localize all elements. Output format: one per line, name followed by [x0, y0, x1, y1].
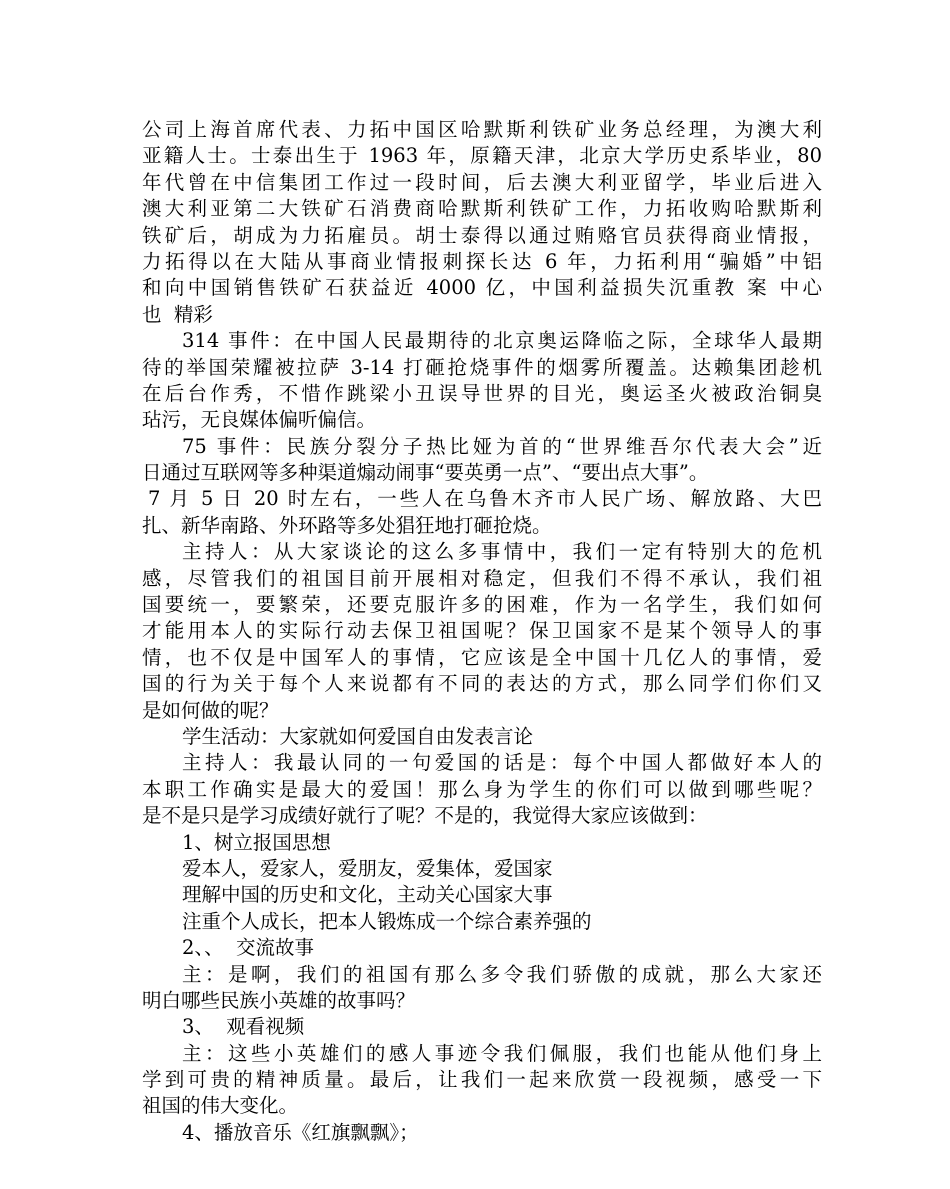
paragraph-first-line: 主：是啊，我们的祖国有那么多令我们骄傲的成就，那么大家还 [182, 962, 822, 986]
text-line: 铁矿后，胡成为力拓雇员。胡士泰得以通过贿赂官员获得商业情报， [142, 223, 822, 247]
list-heading: 1、树立报国思想 [182, 830, 331, 854]
text-line: 7 月 5 日 20 时左右，一些人在乌鲁木齐市人民广场、解放路、大巴 [148, 487, 822, 511]
list-heading: 2、、 交流故事 [182, 936, 315, 960]
text-line: 玷污，无良媒体偏听偏信。 [142, 408, 377, 432]
text-line: 扎、新华南路、外环路等多处猖狂地打砸抢烧。 [142, 513, 552, 537]
text-line: 国的行为关于每个人来说都有不同的表达的方式，那么同学们你们又 [142, 672, 822, 696]
text-line: 本职工作确实是最大的爱国！那么身为学生的你们可以做到哪些呢？ [142, 777, 822, 801]
paragraph-first-line: 75 事件：民族分裂分子热比娅为首的“世界维吾尔代表大会”近 [182, 434, 822, 458]
text-line: 澳大利亚第二大铁矿石消费商哈默斯利铁矿工作，力拓收购哈默斯利 [142, 197, 822, 221]
document-body [142, 117, 822, 1146]
text-line: 祖国的伟大变化。 [142, 1094, 299, 1118]
text-line: 情，也不仅是中国军人的事情，它应该是全中国十几亿人的事情，爱 [142, 645, 822, 669]
paragraph-first-line: 314 事件：在中国人民最期待的北京奥运降临之际，全球华人最期 [182, 329, 822, 353]
list-item: 理解中国的历史和文化，主动关心国家大事 [182, 883, 553, 907]
text-line: 明白哪些民族小英雄的故事吗？ [142, 988, 416, 1012]
paragraph-first-line: 学生活动：大家就如何爱国自由发表言论 [182, 724, 534, 748]
text-line: 亚籍人士。士泰出生于 1963 年，原籍天津，北京大学历史系毕业，80 [142, 144, 822, 168]
text-line: 是如何做的呢？ [142, 698, 279, 722]
text-line: 国要统一，要繁荣，还要克服许多的困难，作为一名学生，我们如何 [142, 593, 822, 617]
paragraph-first-line: 主：这些小英雄们的感人事迹令我们佩服，我们也能从他们身上 [182, 1041, 822, 1065]
text-line: 感，尽管我们的祖国目前开展相对稳定，但我们不得不承认，我们祖 [142, 566, 822, 590]
text-line: 才能用本人的实际行动去保卫祖国呢？保卫国家不是某个领导人的事 [142, 619, 822, 643]
list-heading: 4、播放音乐《红旗飘飘》； [182, 1120, 419, 1144]
text-line: 也 精彩 [142, 302, 213, 326]
text-line: 是不是只是学习成绩好就行了呢？不是的，我觉得大家应该做到： [142, 804, 708, 828]
text-line: 在后台作秀，不惜作跳梁小丑误导世界的目光，奥运圣火被政治铜臭 [142, 381, 822, 405]
list-item: 爱本人，爱家人，爱朋友，爱集体，爱国家 [182, 856, 553, 880]
text-line: 日通过互联网等多种渠道煽动闹事“要英勇一点”、“要出点大事”。 [142, 461, 709, 485]
text-line: 力拓得以在大陆从事商业情报刺探长达 6 年，力拓利用“骗婚”中铝 [142, 249, 822, 273]
paragraph-first-line: 主持人：从大家谈论的这么多事情中，我们一定有特别大的危机 [182, 540, 822, 564]
list-item: 注重个人成长，把本人锻炼成一个综合素养强的 [182, 909, 592, 933]
text-line: 和向中国销售铁矿石获益近 4000 亿，中国利益损失沉重教 案 中心 [142, 276, 822, 300]
list-heading: 3、 观看视频 [182, 1015, 305, 1039]
paragraph-first-line: 主持人：我最认同的一句爱国的话是：每个中国人都做好本人的 [182, 751, 822, 775]
text-line: 年代曾在中信集团工作过一段时间，后去澳大利亚留学，毕业后进入 [142, 170, 822, 194]
text-line: 学到可贵的精神质量。最后，让我们一起来欣赏一段视频，感受一下 [142, 1068, 822, 1092]
text-line: 公司上海首席代表、力拓中国区哈默斯利铁矿业务总经理，为澳大利 [142, 118, 822, 141]
text-line: 待的举国荣耀被拉萨 3-14 打砸抢烧事件的烟雾所覆盖。达赖集团趁机 [142, 355, 822, 379]
